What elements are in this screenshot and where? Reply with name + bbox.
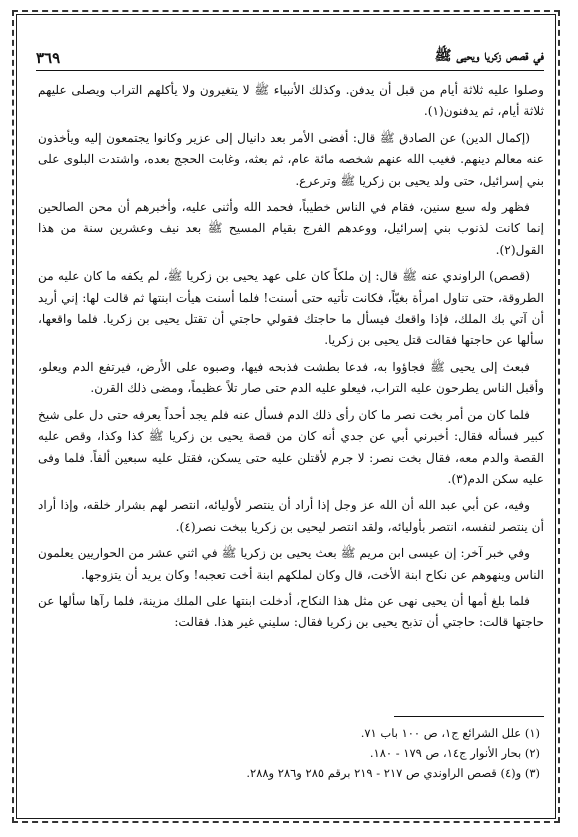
page-number: ٣٦٩ xyxy=(36,49,61,67)
paragraph: فبعث إلى يحيى ﷺ فجاؤوا به، فدعا بطشت فذبحه فيها، وصبوه على الأرض، فيرتفع الدم ويعلو، وأقبل الناس يطرحون عليه التراب، فيعلو عليه الدم حتى صار تلاً عظيماً، ومضى ذلك القرن. xyxy=(38,359,544,396)
footnote: (٢) بحار الأنوار ج١٤، ص ١٧٩ - ١٨٠. xyxy=(369,746,540,760)
paragraph: فلما بلغ أمها أن يحيى نهى عن مثل هذا النكاح، أدخلت ابنتها على الملك مزينة، فلما رآها سألها عن حاجتها قالت: حاجتي أن تذبح يحيى بن زكريا فقال: سليني غير هذا. فقالت: xyxy=(38,593,544,630)
paragraph: (إكمال الدين) عن الصادق ﷺ قال: أفضى الأمر بعد دانيال إلى عزير وكانوا يجتمعون إليه ويأخذون عنه معالم دينهم. فغيب الله عنهم شخصه مائة عام، ثم بعثه، وغابت الحجج بعده، واشتدت البلوى على بني إسرائيل، حتى ولد يحيى بن زكريا ﷺ وترعرع. xyxy=(38,130,544,188)
paragraph: (قصص) الراوندي عنه ﷺ قال: إن ملكاً كان على عهد يحيى بن زكريا ﷺ، لم يكفه ما كان عليه من الطروقة، حتى تناول امرأة بغيّاً، فكانت تأتيه حتى أسنت! فلما أسنت هيأت ابنتها ثم قالت لها: إني أريد أن آتي بك الملك، فإذا واقعك فيسأل ما حاجتك فقولي حاجتي أن تقتل يحيى بن زكريا. فلما واقعها، سألها عن حاجتها فقالت قتل يحيى بن زكريا. xyxy=(38,269,544,348)
footnote: (٣) و(٤) قصص الراوندي ص ٢١٧ - ٢١٩ برقم ٢٨٥ و٢٨٦ و٢٨٨. xyxy=(246,766,540,780)
paragraph: وفيه، عن أبي عبد الله أن الله عز وجل إذا أراد أن ينتصر لأوليائه، انتصر لهم بشرار خلقه، وإذا أراد أن ينتصر لنفسه، انتصر بأوليائه، ولقد انتصر ليحيى بن زكريا ببخت نصر(٤). xyxy=(38,498,544,534)
running-title: في قصص زكريا ويحيى ﷺ xyxy=(434,48,544,64)
paragraph: وصلوا عليه ثلاثة أيام من قبل أن يدفن. وكذلك الأنبياء ﷺ لا يتغيرون ولا يأكلهم التراب ويصلى عليهم ثلاثة أيام، ثم يدفنون(١). xyxy=(38,83,544,119)
paragraph: وفي خبر آخر: إن عيسى ابن مريم ﷺ بعث يحيى بن زكريا ﷺ في اثني عشر من الحواريين يعلمون الناس وينهوهم عن نكاح ابنة الأخت، قال وكان لملكهم ابنة أخت تعجبه! وكان يريد أن يتزوجها. xyxy=(38,546,544,582)
main-text xyxy=(38,80,544,639)
footnotes xyxy=(38,716,544,783)
page-header xyxy=(36,44,544,71)
footnote: (١) علل الشرائع ج١، ص ١٠٠ باب ٧١. xyxy=(360,726,540,740)
paragraph: فظهر وله سبع سنين، فقام في الناس خطيباً، فحمد الله وأثنى عليه، وأخبرهم أن محن الصالحين إنما كانت لذنوب بني إسرائيل، ووعدهم الفرج بقيام المسيح ﷺ بعد نيف وعشرين سنة من هذا القول(٢). xyxy=(38,200,544,257)
footnote-divider xyxy=(394,716,544,717)
paragraph: فلما كان من أمر بخت نصر ما كان رأى ذلك الدم فسأل عنه فلم يجد أحداً يعرفه حتى دل على شيخ كبير فسأله فقال: أخبرني أبي عن جدي أنه كان من قصة يحيى بن زكريا ﷺ كذا وكذا، وقص عليه القصة والدم معه، فقال بخت نصر: لا جرم لأقتلن عليه حتى يسكن، فقتل عليه سبعين ألفاً. فلما وفى عليه سكن الدم(٣). xyxy=(38,407,544,486)
